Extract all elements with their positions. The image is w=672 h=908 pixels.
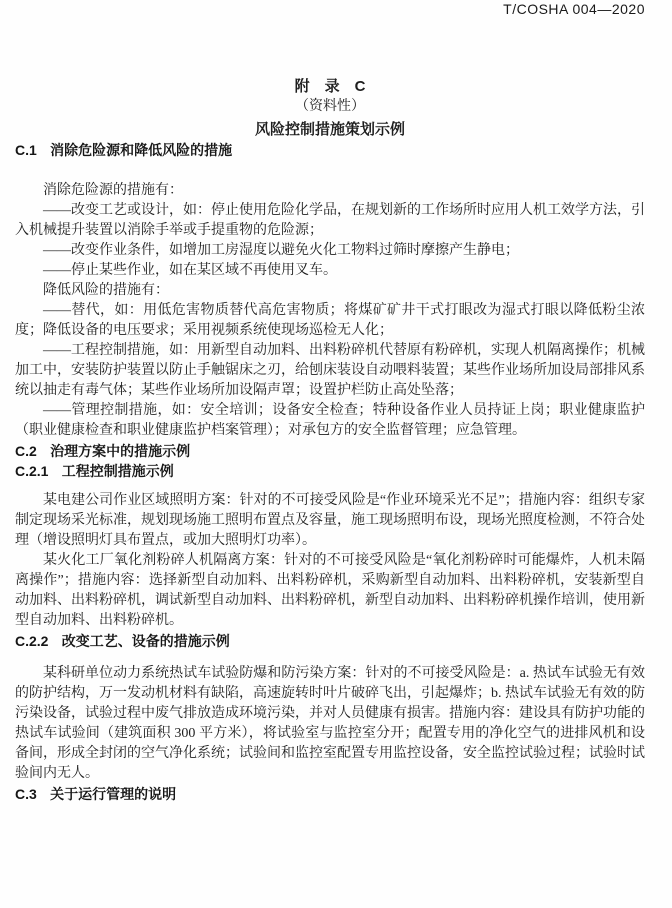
dash-item-substitution: ——替代，如：用低危害物质替代高危害物质；将煤矿矿井干式打眼改为湿式打眼以降低粉尘浓度；降低设备的电压要求；采用视频系统使现场巡检无人化；: [15, 303, 645, 338]
appendix-type-note: （资料性）: [295, 99, 365, 114]
dash-item-engineering-controls: ——工程控制措施，如：用新型自动加料、出料粉碎机代替原有粉碎机，实现人机隔离操作；机械加工中，安装防护装置以防止手触锯床之刃，给刨床装设自动喂料装置；某些作业场所加设局部排风系统以抽走有毒气体；某些作业场所加设隔声罩；设置护栏防止高处坠落；: [15, 343, 645, 398]
section-heading-c22: [15, 631, 645, 651]
section-title-c3: 关于运行管理的说明: [50, 786, 177, 802]
section-number-c2: C.2: [15, 443, 37, 459]
appendix-label: 附 录 C: [294, 78, 366, 95]
section-number-c3: C.3: [15, 786, 37, 802]
dash-item-change-process: ——改变工艺或设计，如：停止使用危险化学品，在规划新的工作场所时应用人机工效学方法，引入机械提升装置以消除手举或手提重物的危险源；: [15, 203, 645, 238]
section-number-c1: C.1: [15, 142, 37, 158]
para-test-run-scheme: 某科研单位动力系统热试车试验防爆和防污染方案：针对的不可接受风险是：a. 热试车试验无有效的防护结构，万一发动机材料有缺陷，高速旋转时叶片破碎飞出，引起爆炸；b. 热试车试验无有效的防污染设备，试验过程中废气排放造成环境污染，并对人员健康有损害。措施内容：建设具有防护功能的热试车试验间（建筑面积 300 平方米），将试验室与监控室分开；配置专用的净化空气的进排风机和设备间，形成全封闭的空气净化系统；试验间和监控室配置专用监控设备，安全监控试验过程；试验时试验间内无人。: [15, 666, 645, 781]
section-heading-c2: [15, 441, 645, 461]
section-number-c22: C.2.2: [15, 633, 49, 649]
para-reduce-intro: 降低风险的措施有：: [43, 283, 169, 298]
section-heading-c3: [15, 784, 645, 804]
section-title-c22: 改变工艺、设备的措施示例: [61, 633, 230, 649]
appendix-title: 风险控制措施策划示例: [254, 121, 405, 138]
para-isolation-scheme: 某火化工厂氧化剂粉碎人机隔离方案：针对的不可接受风险是“氧化剂粉碎时可能爆炸，人机未隔离操作”；措施内容：选择新型自动加料、出料粉碎机，采购新型自动加料、出料粉碎机，安装新型自动加料、出料粉碎机，调试新型自动加料、出料粉碎机，新型自动加料、出料粉碎机操作培训，使用新型自动加料、出料粉碎机。: [15, 553, 645, 628]
page-content: [0, 77, 672, 804]
section-title-c21: 工程控制措施示例: [61, 463, 174, 479]
section-heading-c1: [15, 140, 645, 160]
section-title-c2: 治理方案中的措施示例: [50, 443, 191, 459]
dash-item-stop-operations: ——停止某些作业，如在某区域不再使用叉车。: [43, 263, 337, 278]
section-heading-c21: [15, 461, 645, 481]
section-number-c21: C.2.1: [15, 463, 49, 479]
section-title-c1: 消除危险源和降低风险的措施: [50, 142, 233, 158]
doc-number: T/COSHA 004—2020: [503, 1, 645, 17]
para-eliminate-intro: 消除危险源的措施有：: [43, 183, 183, 198]
dash-item-management-controls: ——管理控制措施，如：安全培训；设备安全检查；特种设备作业人员持证上岗；职业健康监护（职业健康检查和职业健康监护档案管理）；对承包方的安全监督管理；应急管理。: [15, 403, 645, 438]
para-lighting-scheme: 某电建公司作业区域照明方案：针对的不可接受风险是“作业环境采光不足”；措施内容：组织专家制定现场采光标准，规划现场施工照明布置点及容量，施工现场照明布设，现场光照度检测，不符合处理（增设照明灯具布置点，或加大照明灯功率）。: [15, 493, 645, 548]
dash-item-change-conditions: ——改变作业条件，如增加工房湿度以避免火化工物料过筛时摩擦产生静电；: [43, 243, 519, 258]
